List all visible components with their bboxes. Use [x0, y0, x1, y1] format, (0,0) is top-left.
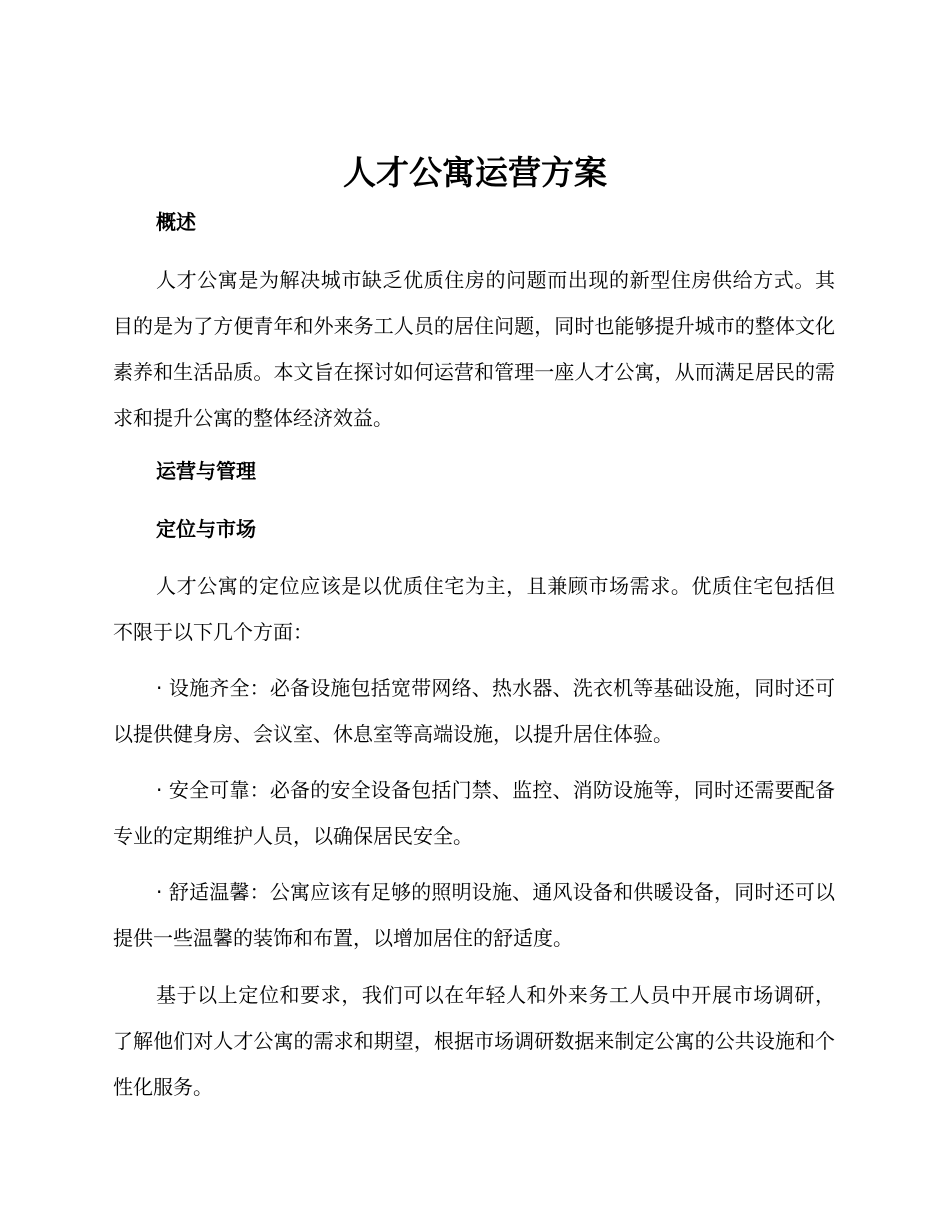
document-title: 人才公寓运营方案 [343, 153, 607, 192]
section-heading-overview: 概述 [156, 210, 196, 234]
paragraph-overview: 人才公寓是为解决城市缺乏优质住房的问题而出现的新型住房供给方式。其目的是为了方便青年和外来务工人员的居住问题，同时也能够提升城市的整体文化素养和生活品质。本文旨在探讨如何运营和管理一座人才公寓，从而满足居民的需求和提升公寓的整体经济效益。 [113, 268, 835, 430]
bullet-comfort: · 舒适温馨：公寓应该有足够的照明设施、通风设备和供暖设备，同时还可以提供一些温馨的装饰和布置，以增加居住的舒适度。 [113, 880, 835, 950]
paragraph-positioning: 人才公寓的定位应该是以优质住宅为主，且兼顾市场需求。优质住宅包括但不限于以下几个方面： [113, 574, 835, 644]
bullet-facilities: · 设施齐全：必备设施包括宽带网络、热水器、洗衣机等基础设施，同时还可以提供健身房、会议室、休息室等高端设施，以提升居住体验。 [113, 676, 835, 746]
section-heading-operations: 运营与管理 [156, 459, 256, 483]
bullet-safety: · 安全可靠：必备的安全设备包括门禁、监控、消防设施等，同时还需要配备专业的定期维护人员，以确保居民安全。 [113, 778, 835, 848]
paragraph-market-research: 基于以上定位和要求，我们可以在年轻人和外来务工人员中开展市场调研，了解他们对人才公寓的需求和期望，根据市场调研数据来制定公寓的公共设施和个性化服务。 [113, 983, 835, 1099]
section-heading-positioning: 定位与市场 [156, 517, 256, 541]
